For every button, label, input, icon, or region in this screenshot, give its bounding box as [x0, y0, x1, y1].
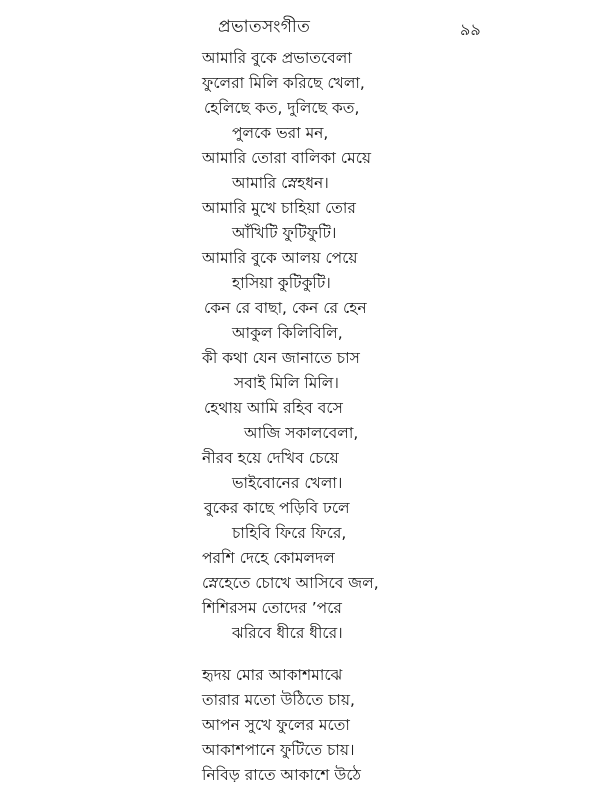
poem-line: কী কথা যেন জানাতে চাস [202, 349, 360, 367]
poem-line: আজি সকালবেলা, [244, 424, 359, 442]
poem-line: পরশি দেহে কোমলদল [202, 549, 335, 567]
poem-line: হাসিয়া কুটিকুটি। [232, 274, 331, 292]
poem-line: নিবিড় রাতে আকাশে উঠে [202, 766, 361, 784]
poem-line: আঁখিটি ফুটিফুটি। [232, 224, 337, 242]
poem-line: নীরব হয়ে দেখিব চেয়ে [202, 449, 339, 467]
poem-line: আমারি বুকে আলয় পেয়ে [202, 249, 358, 267]
poem-line: আপন সুখে ফুলের মতো [202, 716, 350, 734]
poem-line: হেলিছে কত, দুলিছে কত, [204, 99, 360, 117]
poem-line: তারার মতো উঠিতে চায়, [202, 691, 355, 709]
poem-line: আমারি স্নেহধন। [232, 174, 329, 192]
poem-line: চাহিবি ফিরে ফিরে, [232, 524, 347, 542]
poem-line: সবাই মিলি মিলি। [234, 374, 339, 392]
poem-line: আকাশপানে ফুটিতে চায়। [202, 741, 355, 759]
poem-line: পুলকে ভরা মন, [232, 124, 329, 142]
poem-line: শিশিরসম তোদের ’পরে [202, 599, 342, 617]
running-head: প্রভাতসংগীত [218, 17, 311, 37]
poem-line: আমারি তোরা বালিকা মেয়ে [202, 149, 372, 167]
poem-line: স্নেহেতে চোখে আসিবে জল, [202, 574, 379, 592]
poem-line: আকুল কিলিবিলি, [232, 324, 343, 342]
poem-line: ফুলেরা মিলি করিছে খেলা, [202, 74, 365, 92]
poem-line: ঝরিবে ধীরে ধীরে। [232, 624, 343, 642]
poem-line: কেন রে বাছা, কেন রে হেন [204, 299, 367, 317]
poem-line: বুকের কাছে পড়িবি ঢলে [204, 499, 350, 517]
poem-line: আমারি মুখে চাহিয়া তোর [202, 199, 356, 217]
poem-line: ভাইবোনের খেলা। [232, 474, 343, 492]
poem-line: আমারি বুকে প্রভাতবেলা [202, 49, 352, 67]
page-number: ৯৯ [460, 20, 481, 39]
poem-line: হৃদয় মোর আকাশমাঝে [202, 666, 343, 684]
poem-line: হেথায় আমি রহিব বসে [204, 399, 343, 417]
